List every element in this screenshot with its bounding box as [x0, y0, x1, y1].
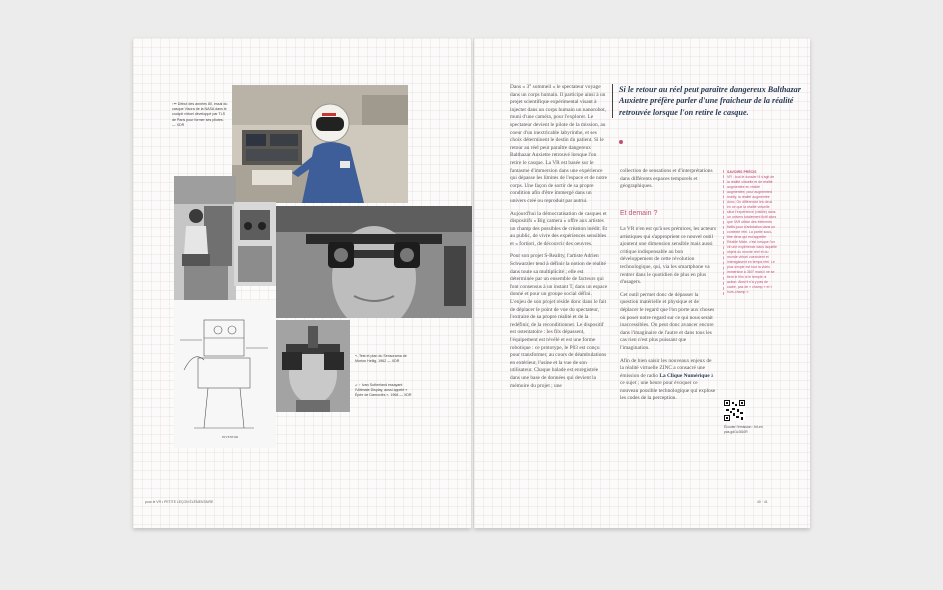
astronaut-cockpit-photo [232, 85, 408, 203]
qr-caption: Écouter l'émission : bit-en pas.gd/1c3t10R [724, 425, 763, 434]
page-numbers [757, 500, 768, 504]
col2-paragraph-tail: à ce sujet ; une heure pour évoquer ce nouveau possible technologique qui explose les codes de la perception. [620, 372, 716, 402]
quote-bullet [619, 140, 623, 144]
col2-paragraph: Cet outil permet donc de dépasser la question matérielle et physique et de déplacer le regard que l'on porte aux choses où poser notre regard sur ce qui nous serait inaccessibles. On peut donc avancer encore dans l'imaginaire de l'autre et dans tous les cas rien n'est plus puissant que l'imagination. [620, 291, 715, 351]
pull-quote: Si le retour au réel peut paraître dangereux Balthazar Auxietre préfère parler d'une fraicheur de la réalité retrouvée lorsque l'on retire le casque. [612, 84, 809, 118]
col1-paragraph: Aujourd'hui la démocratisation de casques et dispositifs « Big camera » offre aux artistes un champ des possibles de création inédit. Et au public, de vivre des expériences sensibles et « fortiori, de découvrir des oeuvres. [510, 210, 608, 247]
body-column-1 [510, 84, 608, 395]
sensorama-machine-photo [174, 176, 236, 302]
patent-drawing [174, 300, 276, 448]
col2-paragraph [620, 358, 716, 404]
page-number-left: 40 [757, 500, 761, 504]
left-footer: pour le VR • PETITE LEÇON ÉLÉMENTAIRE [145, 500, 214, 504]
sidebar-title: SAVOIRS PRÉCIS [727, 170, 757, 174]
headset-portrait-photo [276, 206, 472, 318]
section-heading: Et demain ? [620, 210, 658, 217]
sidebar-body: VR : tout le dossier! Il s'agit de la réalité virtuelle et de réalité augmentée en réalité augmentée, pour augmented reality, la réalité augmentée donc. On différencie les deux en ce que la réalité virtuelle situe l'expérience (visible) dans un univers totalement fictif alors que l'AR utilise des éléments fictifs pour d'animation dans un contexte réel. La partie sous-titre deux qui est appelée Réalité Mixte, c'est lorsque l'on vit une expérience dans laquelle objets du monde réel et du monde virtuel coexistent et interagissent en temps réel. Le plus simple est tout la vidéo immersive à 360° mais il ne se tient le film ni le temple ni action. Ainsi il n'a y pas de cadre, pas de « champ » et « hors-champ ». [727, 175, 778, 294]
col1-paragraph: Pour son projet S-Reality, l'artiste Adrien Schwarzler tend à définir la notion de réalité dans toute sa multiplicité ; elle est déterminée par un ensemble de facteurs qui font consensus à un instant T, dans un espace donné et pour un groupe social défini. L'enjeu de son projet réside donc dans le fait de déplacer le point de vue du spectateur, l'extraire de sa propre réalité et de la redéfinir, de la reconditionner. Le dispositif est ostentatoire : les fils dépassent, l'équipement est révélé et est une forme robotique : ce prototype, le P03 est conçu pour transformer, au cours de déambulations en extérieur, l'usine et la vue de son utilisateur. Chaque balade est enregistrée dans une base de données qui devient la mémoire du projet ; une [510, 253, 608, 389]
col2-paragraph: La VR n'en est qu'à ses prémices, les acteurs artistiques qui s'approprient ce nouvel outil ajoutent une dimension sensible mais aussi critique indispensable au bon développement de cette révolution technologique, qui, via les smartphone va rentrer dans le quotidien de plus en plus d'usagers. [620, 226, 716, 286]
col2-paragraph-lead: Afin de bien saisir les nouveaux enjeux de la réalité virtuelle ZINC a consacré une émission de radio [620, 357, 712, 379]
sensorama-front-photo [234, 202, 276, 286]
ultimate-display-photo [276, 320, 350, 412]
svg-text:INVENTOR: INVENTOR [222, 435, 239, 439]
body-column-2a [620, 168, 716, 196]
caption-mid: ↖ Test et plan du Sensorama de Morton Heilig, 1962 — XDR [355, 354, 407, 364]
page-number-right: 41 [763, 500, 768, 504]
sidebar-note [723, 170, 777, 295]
col1-paragraph: Dans « 3° sommeil » le spectateur voyage dans un corps humain. Il participe ainsi à un projet scientifique expérimental visant à injecter dans un corps humain un nanorobot, muni d'une caméra, pour l'explorer. Le spectateur devient le pilote de la mission, au coeur d'un inextricable labyrinthe, et ses choix déterminent le destin du patient. Si le retour au réel peut paraître dangereux Balthazar Auxietre retrouvé lorsque l'on retire le casque. La VR est basée sur le fantasme d'immersion dans une expérience qui dépasse les limites de l'espace et de notre corps. Une façon de sortir de sa propre condition afin d'être immergé dans un univers créé ou reproduit par autrui. [510, 84, 608, 204]
qr-code[interactable] [724, 400, 745, 421]
caption-bottom: ↙ ↑ Ivan Sutherland essayant l'Ultimate Display, aussi appelé « Épée de Damoclès », 1968 — XDR [355, 383, 412, 398]
caption-top: ↑↦ Début des années 80, essai du casque Visora de la NASA dans le cockpit virtuel développé par TLS de Paris pour former ses pilotes. — XDR [172, 102, 228, 127]
col2-paragraph: collection de sensations et d'interprétations dans différents espaces temporels et géographiques. [620, 168, 713, 190]
radio-show-link[interactable]: La Clique Numérique [659, 372, 710, 379]
page-number-separator: · [761, 500, 764, 504]
body-column-2b [620, 226, 716, 408]
